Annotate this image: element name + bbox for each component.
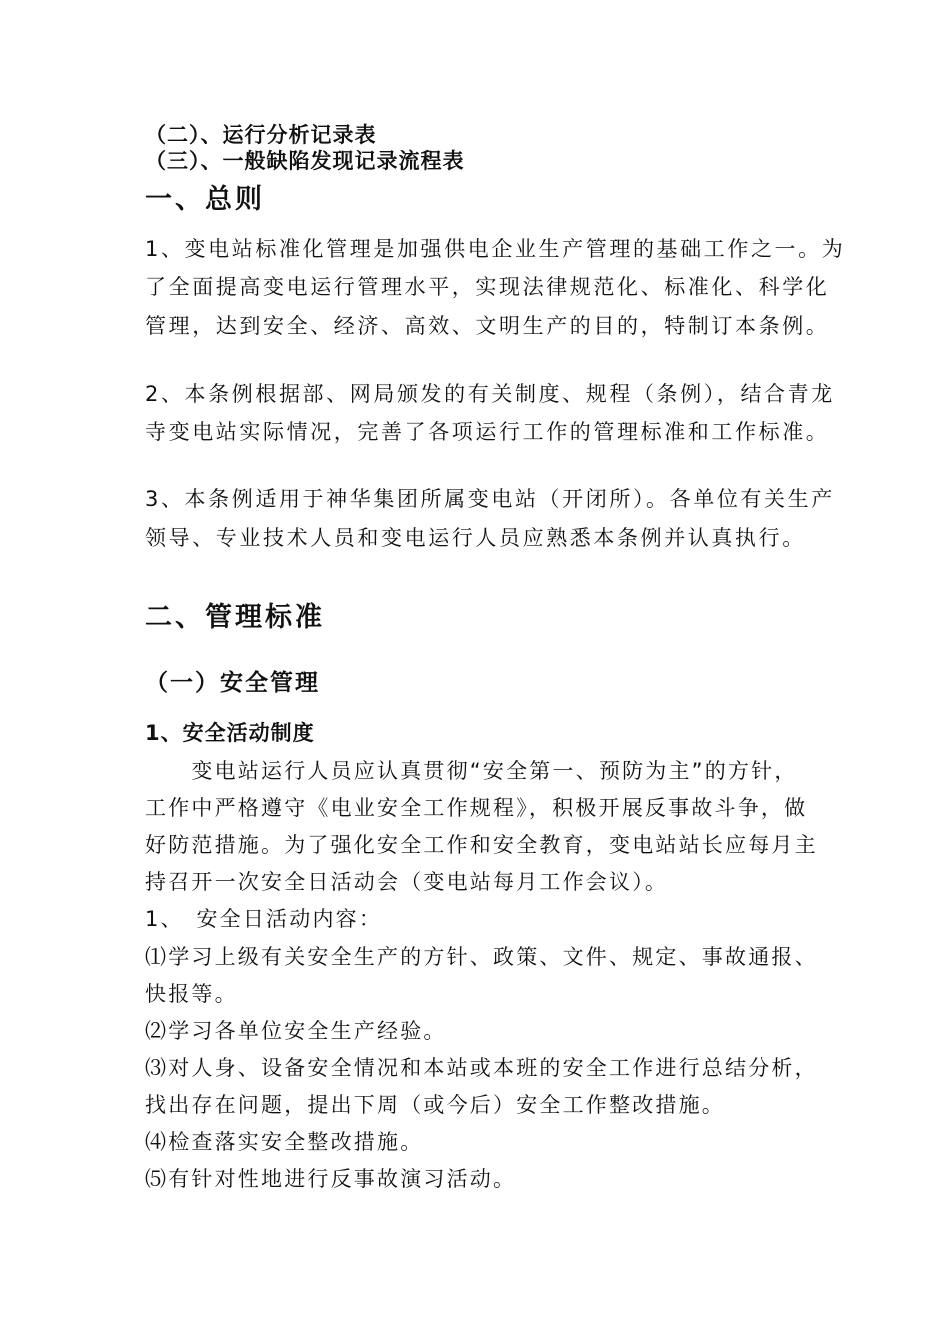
safety-activity-title: 1、安全活动制度 (145, 721, 315, 745)
activity-item-3-line-1: ⑶对人身、设备安全情况和本站或本班的安全工作进行总结分析， (145, 1056, 818, 1080)
activity-item-1-line-2: 快报等。 (145, 982, 238, 1006)
section-2-subtitle: （一）安全管理 (145, 670, 320, 696)
activity-item-4: ⑷检查落实安全整改措施。 (145, 1130, 424, 1154)
section-1-title: 一、总则 (145, 184, 265, 215)
activity-item-2: ⑵学习各单位安全生产经验。 (145, 1019, 447, 1043)
section-2-title: 二、管理标准 (145, 602, 325, 633)
toc-item-2: （二）、运行分析记录表 (145, 123, 377, 147)
activity-item-5: ⑸有针对性地进行反事故演习活动。 (145, 1167, 517, 1191)
section-1-p3-line-2: 领导、专业技术人员和变电运行人员应熟悉本条例并认真执行。 (145, 526, 806, 550)
activity-item-3-line-2: 找出存在问题，提出下周（或今后）安全工作整改措施。 (145, 1093, 725, 1117)
section-1-p1-line-2: 了全面提高变电运行管理水平，实现法律规范化、标准化、科学化 (145, 275, 830, 299)
intro-line-4: 持召开一次安全日活动会（变电站每月工作会议）。 (145, 870, 669, 894)
section-1-p2-line-2: 寺变电站实际情况，完善了各项运行工作的管理标准和工作标准。 (145, 420, 830, 444)
intro-line-1: 变电站运行人员应认真贯彻“安全第一、预防为主”的方针， (145, 759, 798, 783)
section-1-p2-line-1: 2、本条例根据部、网局颁发的有关制度、规程（条例），结合青龙 (145, 382, 835, 406)
activity-item-1-line-1: ⑴学习上级有关安全生产的方针、政策、文件、规定、事故通报、 (145, 945, 818, 969)
intro-line-2: 工作中严格遵守《电业安全工作规程》，积极开展反事故斗争，做 (145, 796, 808, 820)
toc-item-3: （三）、一般缺陷发现记录流程表 (145, 149, 465, 173)
section-1-p3-line-1: 3、本条例适用于神华集团所属变电站（开闭所）。各单位有关生产 (145, 487, 835, 511)
intro-line-3: 好防范措施。为了强化安全工作和安全教育，变电站站长应每月主 (145, 833, 818, 857)
section-1-p1-line-1: 1、变电站标准化管理是加强供电企业生产管理的基础工作之一。为 (145, 237, 846, 261)
activity-list-title: 1、 安全日活动内容： (145, 907, 383, 931)
section-1-p1-line-3: 管理，达到安全、经济、高效、文明生产的目的，特制订本条例。 (145, 314, 830, 338)
